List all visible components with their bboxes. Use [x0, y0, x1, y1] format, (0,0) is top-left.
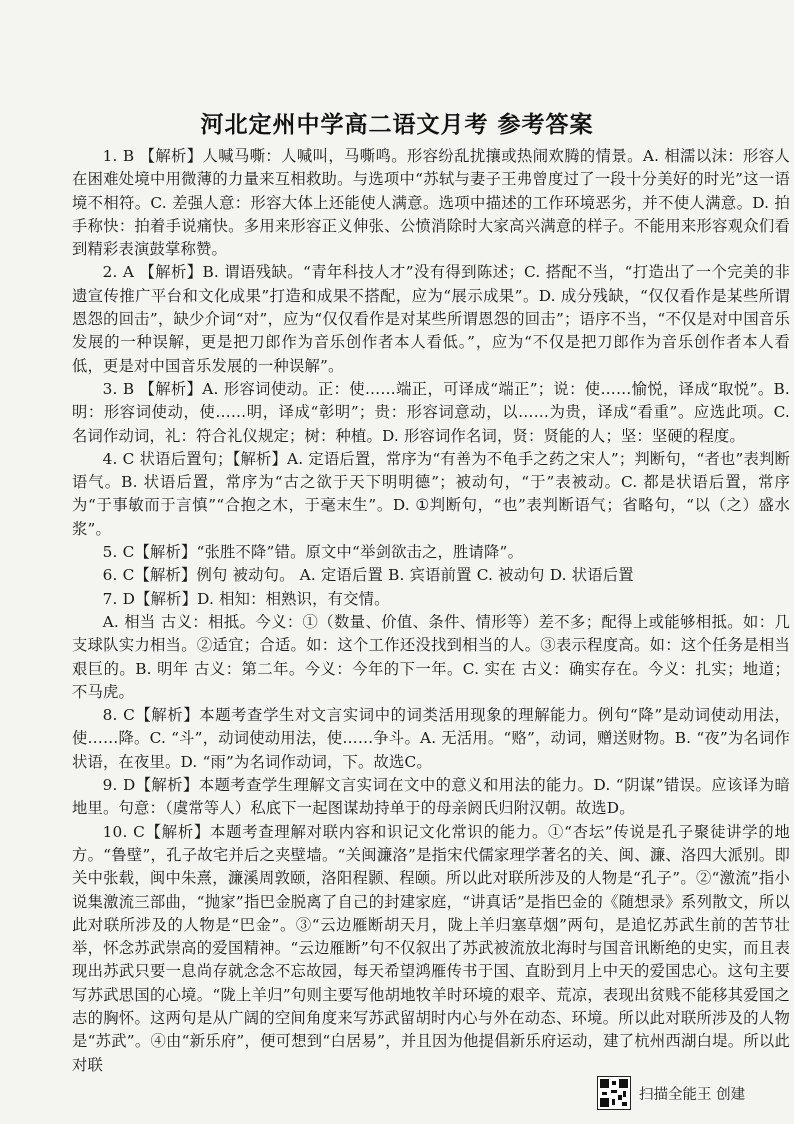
answer-content: [72, 145, 790, 1077]
answer-2: 2. A 【解析】B. 谓语残缺。“青年科技人才”没有得到陈述；C. 搭配不当，“打造出了一个完美的非遗宣传推广平台和文化成果”打造和成果不搭配，应为“展示成果”。D. 成分残缺，“仅仅看作是某些所谓恩怨的回击”，缺少介词“对”，应为“仅仅看作是对某些所谓恩怨的回击”；语序不当，“不仅是对中国音乐发展的一种误解，更是把刀郎作为音乐创作者本人看低。”，应为“不仅是把刀郎作为音乐创作者本人看低，更是对中国音乐发展的一种误解”。: [72, 263, 790, 375]
answer-6: 6. C【解析】例句 被动句。 A. 定语后置 B. 宾语前置 C. 被动句 D. 状语后置: [102, 566, 634, 585]
answer-5: 5. C【解析】“张胜不降”错。原文中“举剑欲击之，胜请降”。: [102, 543, 524, 562]
answer-4: 4. C 状语后置句；【解析】A. 定语后置，常序为“有善为不龟手之药之宋人”；判断句，“者也”表判断语气。B. 状语后置，常序为“古之欲于天下明明德”；被动句，“于”表被动。C. 都是状语后置，常序为“于事敏而于言慎”“合抱之木，于毫末生”。D. ①判断句，“也”表判断语气；省略句，“以（之）盛水浆”。: [72, 449, 790, 538]
answer-7-detail: A. 相当 古义：相抵。今义：①（数量、价值、条件、情形等）差不多；配得上或能够相抵。如：几支球队实力相当。②适宜；合适。如：这个工作还没找到相当的人。③表示程度高。如：这个任务是相当艰巨的。B. 明年 古义：第二年。今义：今年的下一年。C. 实在 古义：确实存在。今义：扎实；地道；不马虎。: [72, 612, 790, 701]
watermark-text: 扫描全能王 创建: [639, 1086, 746, 1103]
qr-code-icon: [597, 1076, 631, 1110]
answer-1: 1. B 【解析】人喊马嘶：人喊叫，马嘶鸣。形容纷乱扰攘或热闹欢腾的情景。A. 相濡以沫：形容人在困难处境中用微薄的力量来互相救助。与选项中“苏轼与妻子王弗曾度过了一段十分美好的时光”这一语境不相符。C. 差强人意：形容大体上还能使人满意。选项中描述的工作环境恶劣，并不使人满意。D. 拍手称快：拍着手说痛快。多用来形容正义伸张、公愤消除时大家高兴满意的样子。不能用来形容观众们看到精彩表演鼓掌称赞。: [72, 147, 790, 259]
answer-10: 10. C【解析】本题考查理解对联内容和识记文化常识的能力。①“杏坛”传说是孔子聚徒讲学的地方。“鲁壁”，孔子故宅并后之夹壁墙。“关闽濂洛”是指宋代儒家理学著名的关、闽、濂、洛四大派别。即关中张载，闽中朱熹，濂溪周敦颐，洛阳程颢、程颐。所以此对联所涉及的人物是“孔子”。②“激流”指小说集激流三部曲，“抛家”指巴金脱离了自己的封建家庭，“讲真话”是指巴金的《随想录》系列散文，所以此对联所涉及的人物是“巴金”。③“云边雁断胡天月，陇上羊归塞草烟”两句，是追忆苏武生前的苦节壮举，怀念苏武崇高的爱国精神。“云边雁断”句不仅叙出了苏武被流放北海时与国音讯断绝的史实，而且表现出苏武只要一息尚存就念念不忘故园，每天希望鸿雁传书于国、直盼到月上中天的爱国忠心。这句主要写苏武思国的心境。“陇上羊归”句则主要写他胡地牧羊时环境的艰辛、荒凉，表现出贫贱不能移其爱国之志的胸怀。这两句是从广阔的空间角度来写苏武留胡时内心与外在动态、环境。所以此对联所涉及的人物是“苏武”。④由“新乐府”，便可想到“白居易”，并且因为他提倡新乐府运动，建了杭州西湖白堤。所以此对联: [72, 822, 790, 1074]
answer-8: 8. C【解析】本题考查学生对文言实词中的词类活用现象的理解能力。例句“降”是动词使动用法，使……降。C. “斗”，动词使动用法，使……争斗。A. 无活用。“赂”，动词，赠送财物。B. “夜”为名词作状语，在夜里。D. “雨”为名词作动词，下。故选C。: [72, 706, 790, 771]
answer-9: 9. D【解析】本题考查学生理解文言实词在文中的意义和用法的能力。D. “阴谋”错误。应该译为暗地里。句意：（虞常等人）私底下一起图谋劫持单于的母亲阏氏归附汉朝。故选D。: [72, 776, 790, 818]
answer-7: 7. D【解析】D. 相知：相熟识，有交情。: [102, 589, 390, 608]
page-title: 河北定州中学高二语文月考 参考答案: [200, 111, 594, 138]
answer-3: 3. B 【解析】A. 形容词使动。正：使……端正，可译成“端正”；说：使……愉悦，译成“取悦”。B. 明：形容词使动，使……明，译成“彰明”；贵：形容词意动，以……为贵，译成“看重”。应选此项。C. 名词作动词，礼：符合礼仪规定；树：种植。D. 形容词作名词，贤：贤能的人；坚：坚硬的程度。: [72, 379, 790, 445]
scanner-watermark: [597, 1076, 787, 1110]
